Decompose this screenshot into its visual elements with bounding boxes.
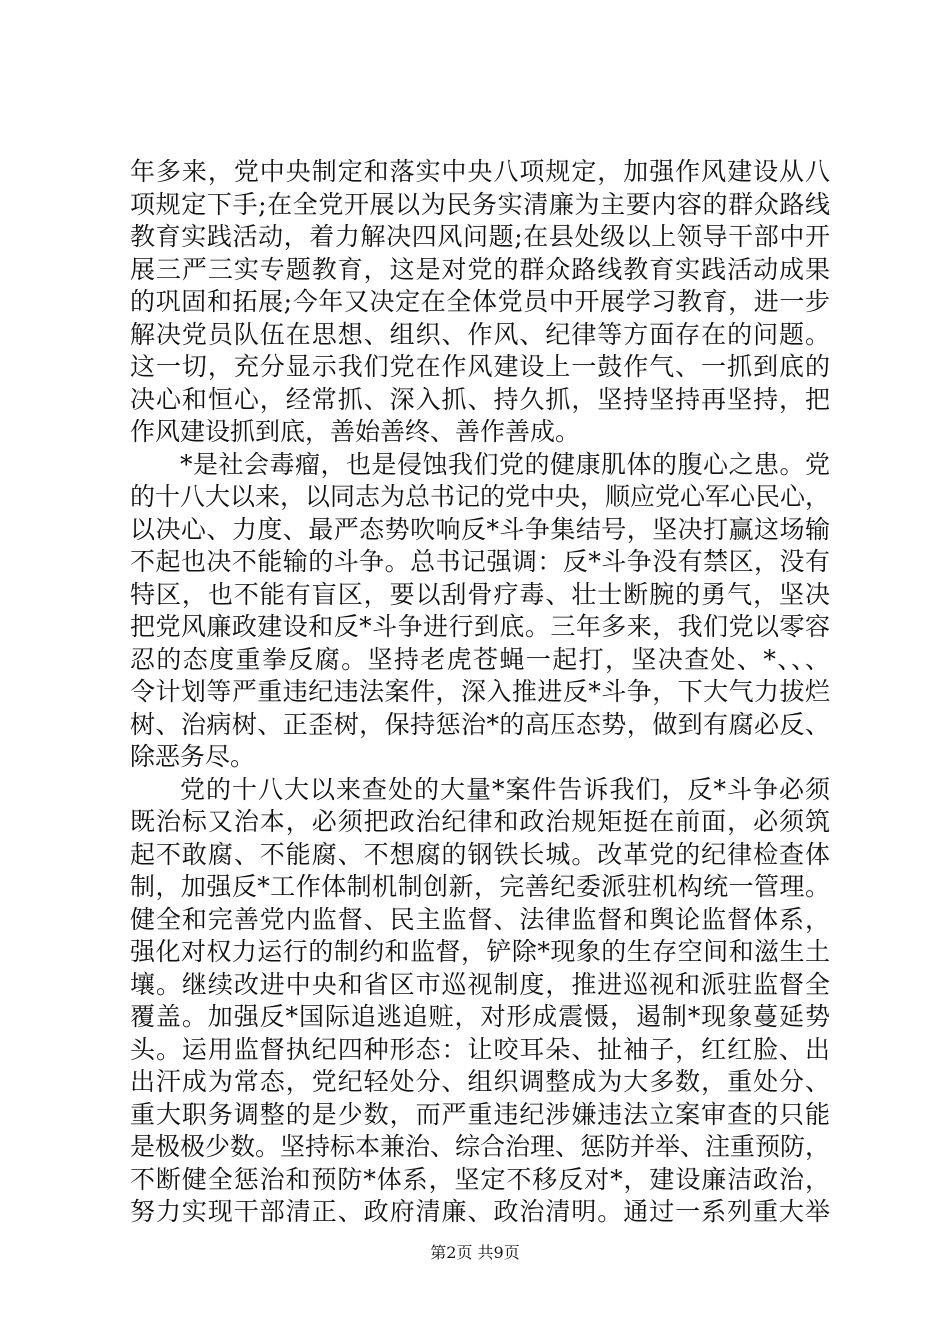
text-line: 是极极少数。坚持标本兼治、综合治理、惩防并举、注重预防，: [130, 1132, 831, 1161]
text-line: 强化对权力运行的制约和监督，铲除*现象的生存空间和滋生土: [130, 937, 830, 966]
text-line: 展三严三实专题教育，这是对党的群众路线教育实践活动成果: [130, 254, 830, 284]
text-line: 忍的态度重拳反腐。坚持老虎苍蝇一起打，坚决查处、*、、、: [130, 644, 830, 674]
text-line: 头。运用监督执纪四种形态：让咬耳朵、扯袖子，红红脸、出: [130, 1034, 830, 1064]
text-line: 既治标又治本，必须把政治纪律和政治规矩挺在前面，必须筑: [130, 807, 830, 836]
text-line: 健全和完善党内监督、民主监督、法律监督和舆论监督体系，: [130, 904, 830, 934]
text-line: 重大职务调整的是少数，而严重违纪涉嫌违法立案审查的只能: [130, 1099, 830, 1129]
text-line: 决心和恒心，经常抓、深入抓、持久抓，坚持坚持再坚持，把: [130, 384, 830, 414]
text-line: 不断健全惩治和预防*体系，坚定不移反对*，建设廉洁政治，: [130, 1164, 830, 1194]
text-line: 制，加强反*工作体制机制创新，完善纪委派驻机构统一管理。: [130, 872, 830, 901]
text-line: 努力实现干部清正、政府清廉、政治清明。通过一系列重大举: [130, 1197, 830, 1226]
text-line: 出汗成为常态，党纪轻处分、组织调整成为大多数，重处分、: [130, 1067, 830, 1096]
text-line: 不起也决不能输的斗争。总书记强调：反*斗争没有禁区，没有: [130, 547, 830, 576]
paragraph-first-line: 党的十八大以来查处的大量*案件告诉我们，反*斗争必须: [180, 774, 830, 804]
text-line: 年多来，党中央制定和落实中央八项规定，加强作风建设从八: [130, 157, 830, 186]
text-line: 起不敢腐、不能腐、不想腐的钢铁长城。改革党的纪律检查体: [130, 839, 830, 869]
text-line: 这一切，充分显示我们党在作风建设上一鼓作气、一抓到底的: [130, 352, 830, 381]
text-line: 树、治病树、正歪树，保持惩治*的高压态势，做到有腐必反、: [130, 709, 830, 739]
text-line: 除恶务尽。: [130, 742, 256, 771]
paragraph-first-line: *是社会毒瘤，也是侵蚀我们党的健康肌体的腹心之患。党: [180, 449, 830, 479]
text-line: 的巩固和拓展;今年又决定在全体党员中开展学习教育，进一步: [130, 287, 830, 316]
text-line: 覆盖。加强反*国际追逃追赃，对形成震慑，遏制*现象蔓延势: [130, 1002, 830, 1031]
text-line: 作风建设抓到底，善始善终、善作善成。: [130, 417, 581, 446]
text-line: 特区，也不能有盲区，要以刮骨疗毒、壮士断腕的勇气，坚决: [130, 579, 830, 609]
text-line: 的十八大以来，以同志为总书记的党中央，顺应党心军心民心，: [130, 482, 831, 511]
document-body: [130, 156, 830, 1229]
text-line: 壤。继续改进中央和省区市巡视制度，推进巡视和派驻监督全: [130, 969, 830, 999]
text-line: 把党风廉政建设和反*斗争进行到底。三年多来，我们党以零容: [130, 612, 830, 641]
text-line: 以决心、力度、最严态势吹响反*斗争集结号，坚决打赢这场输: [130, 514, 830, 544]
page-footer: 第2页 共9页: [430, 1243, 520, 1262]
text-line: 令计划等严重违纪违法案件，深入推进反*斗争，下大气力拔烂: [130, 677, 830, 706]
text-line: 教育实践活动，着力解决四风问题;在县处级以上领导干部中开: [130, 222, 830, 251]
text-line: 解决党员队伍在思想、组织、作风、纪律等方面存在的问题。: [130, 319, 830, 349]
text-line: 项规定下手;在全党开展以为民务实清廉为主要内容的群众路线: [130, 189, 830, 219]
